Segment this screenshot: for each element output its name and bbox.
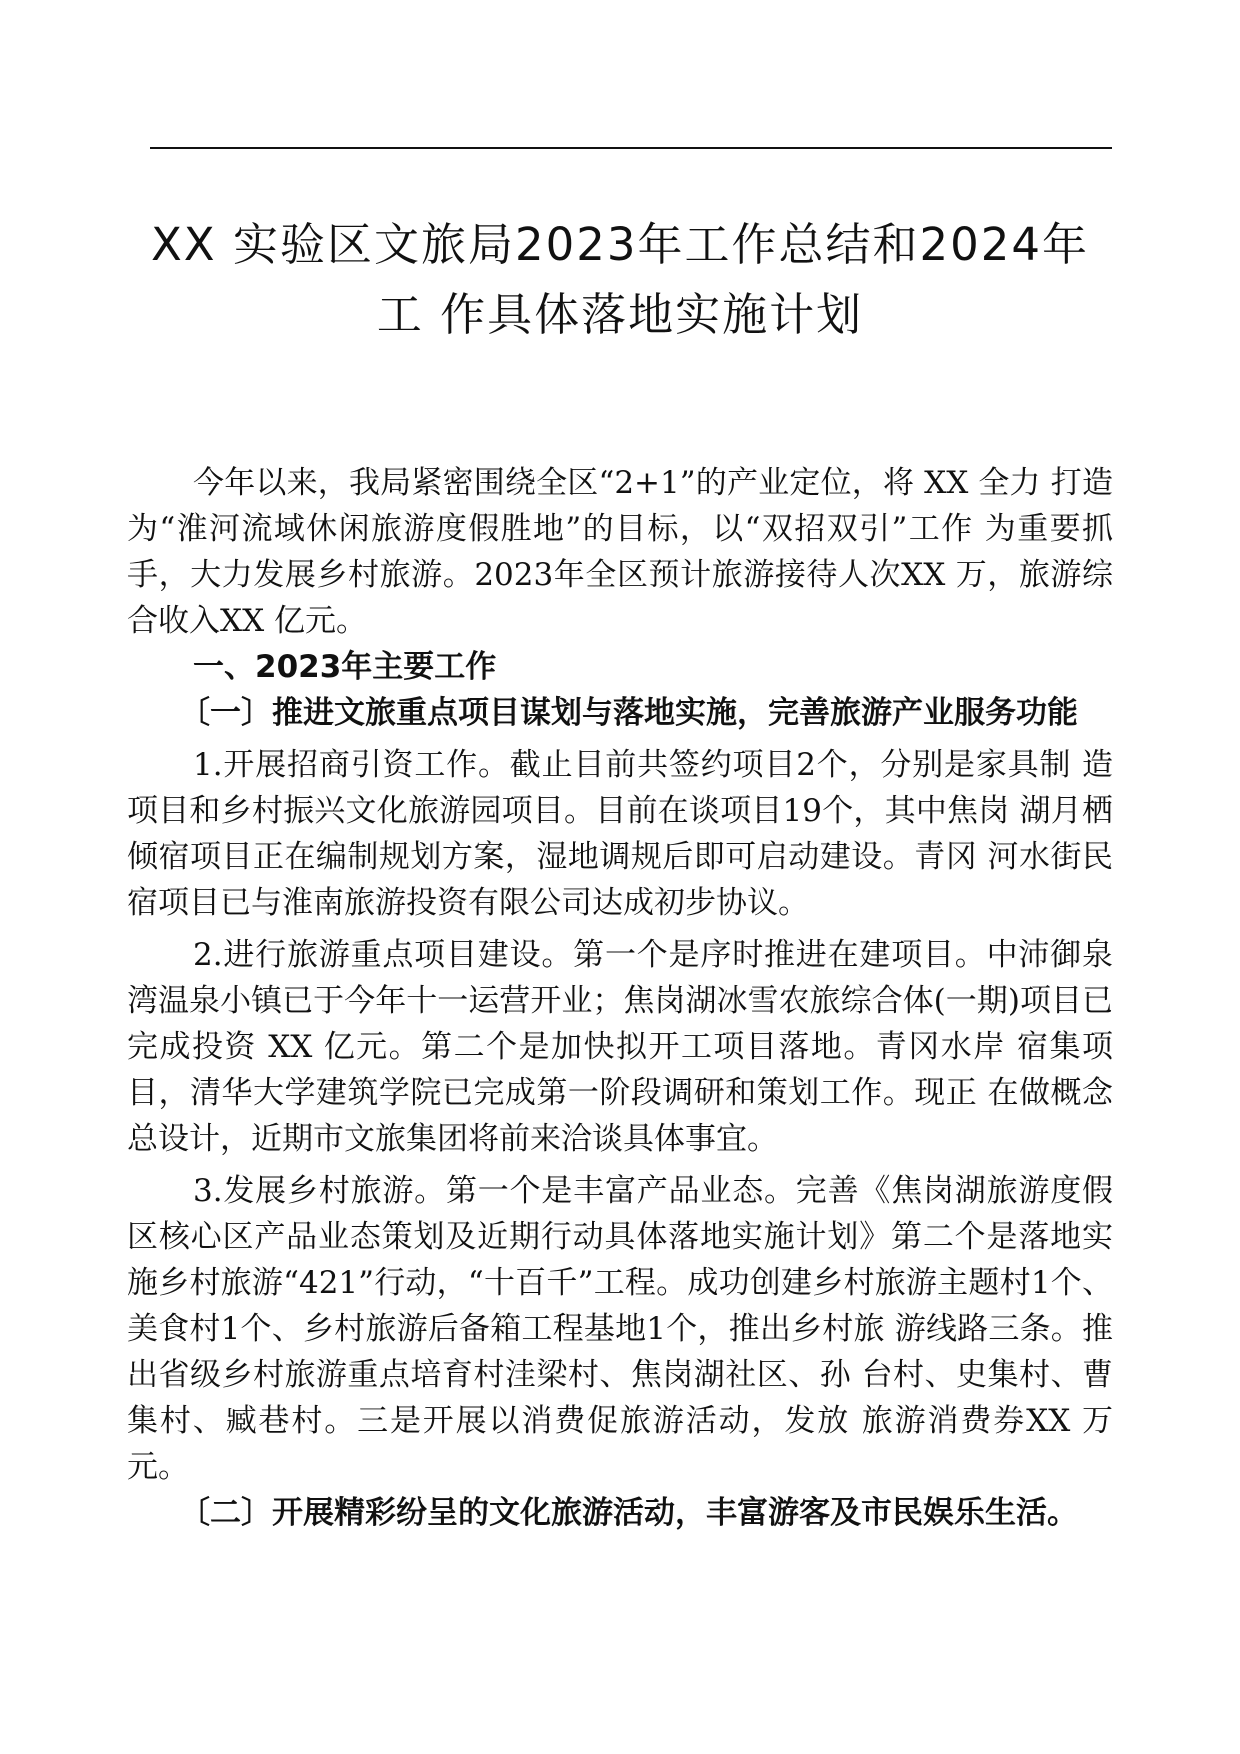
list-item-2: 2.进行旅游重点项目建设。第一个是序时推进在建项目。中沛御泉湾温泉小镇已于今年十一运营开业；焦岗湖冰雪农旅综合体(一期)项目已完成投资 XX 亿元。第二个是加快拟开工项目落地。青冈水岸 宿集项目，清华大学建筑学院已完成第一阶段调研和策划工作。现正 在做概念总设计，近期市文旅集团将前来洽谈具体事宜。: [127, 937, 1113, 1157]
title-line-2: 工 作具体落地实施计划: [376, 288, 864, 341]
list-item-1: 1.开展招商引资工作。截止目前共签约项目2个，分别是家具制 造项目和乡村振兴文化旅游园项目。目前在谈项目19个，其中焦岗 湖月栖倾宿项目正在编制规划方案，湿地调规后即可启动建设。青冈 河水街民宿项目已与淮南旅游投资有限公司达成初步协议。: [127, 747, 1113, 921]
document-title: [120, 210, 1120, 350]
subsection-heading-2: 〔二〕开展精彩纷呈的文化旅游活动，丰富游客及市民娱乐生活。: [179, 1495, 1078, 1531]
subsection-heading-1: 〔一〕推进文旅重点项目谋划与落地实施，完善旅游产业服务功能: [179, 695, 1078, 731]
section-heading-1: 一、2023年主要工作: [193, 649, 497, 685]
intro-paragraph: 今年以来，我局紧密围绕全区“2+1”的产业定位，将 XX 全力 打造为“淮河流域休闲旅游度假胜地”的目标，以“双招双引”工作 为重要抓手，大力发展乡村旅游。2023年全区预计旅游接待人次XX 万，旅游综合收入XX 亿元。: [127, 465, 1113, 639]
list-item-3: 3.发展乡村旅游。第一个是丰富产品业态。完善《焦岗湖旅游度假区核心区产品业态策划及近期行动具体落地实施计划》第二个是落地实施乡村旅游“421”行动，“十百千”工程。成功创建乡村旅游主题村1个、美食村1个、乡村旅游后备箱工程基地1个，推出乡村旅 游线路三条。推出省级乡村旅游重点培育村洼梁村、焦岗湖社区、孙 台村、史集村、曹集村、臧巷村。三是开展以消费促旅游活动，发放 旅游消费券XX 万元。: [127, 1173, 1113, 1485]
header-rule: [150, 147, 1112, 149]
document-body: [127, 460, 1113, 1536]
title-line-1: XX 实验区文旅局2023年工作总结和2024年: [150, 218, 1089, 271]
